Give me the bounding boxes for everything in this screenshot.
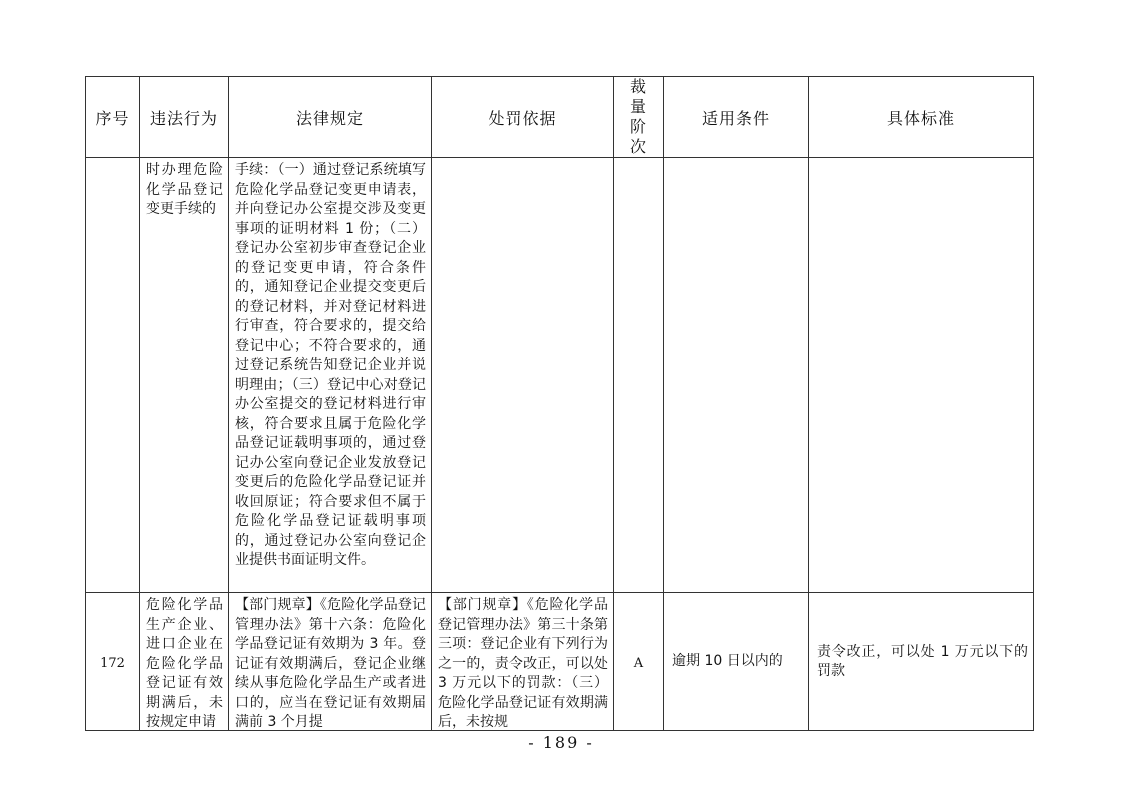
header-standard: 具体标准 (809, 77, 1034, 158)
cell-seq: 172 (86, 593, 140, 731)
penalty-standards-table (85, 76, 1034, 731)
cell-condition (664, 158, 809, 593)
header-act: 违法行为 (140, 77, 229, 158)
cell-act: 危险化学品生产企业、进口企业在危险化学品登记证有效期满后，未按规定申请 (140, 593, 229, 731)
cell-level: A (614, 593, 664, 731)
header-basis: 处罚依据 (432, 77, 614, 158)
cell-seq (86, 158, 140, 593)
header-condition: 适用条件 (664, 77, 809, 158)
cell-basis: 【部门规章】《危险化学品登记管理办法》第三十条第三项：登记企业有下列行为之一的，责令改正，可以处 3 万元以下的罚款：（三）危险化学品登记证有效期满后，未按规 (432, 593, 614, 731)
table-header-row (86, 77, 1034, 158)
header-law: 法律规定 (229, 77, 432, 158)
cell-basis (432, 158, 614, 593)
page-number: - 189 - (528, 733, 594, 752)
cell-level (614, 158, 664, 593)
cell-law: 【部门规章】《危险化学品登记管理办法》第十六条：危险化学品登记证有效期为 3 年。登记证有效期满后，登记企业继续从事危险化学品生产或者进口的，应当在登记证有效期届满前 3 个月提 (229, 593, 432, 731)
cell-act: 时办理危险化学品登记变更手续的 (140, 158, 229, 593)
cell-standard (809, 158, 1034, 593)
cell-law: 手续：（一）通过登记系统填写危险化学品登记变更申请表，并向登记办公室提交涉及变更事项的证明材料 1 份；（二）登记办公室初步审查登记企业的登记变更申请，符合条件的，通知登记企业提交变更后的登记材料，并对登记材料进行审查，符合要求的，提交给登记中心；不符合要求的，通过登记系统告知登记企业并说明理由；（三）登记中心对登记办公室提交的登记材料进行审核，符合要求且属于危险化学品登记证载明事项的，通过登记办公室向登记企业发放登记变更后的危险化学品登记证并收回原证；符合要求但不属于危险化学品登记证载明事项的，通过登记办公室向登记企业提供书面证明文件。 (229, 158, 432, 593)
header-level: 裁量阶次 (614, 77, 664, 158)
header-seq: 序号 (86, 77, 140, 158)
cell-condition: 逾期 10 日以内的 (664, 593, 809, 731)
table-row (86, 593, 1034, 731)
table-row (86, 158, 1034, 593)
cell-standard: 责令改正，可以处 1 万元以下的罚款 (809, 593, 1034, 731)
